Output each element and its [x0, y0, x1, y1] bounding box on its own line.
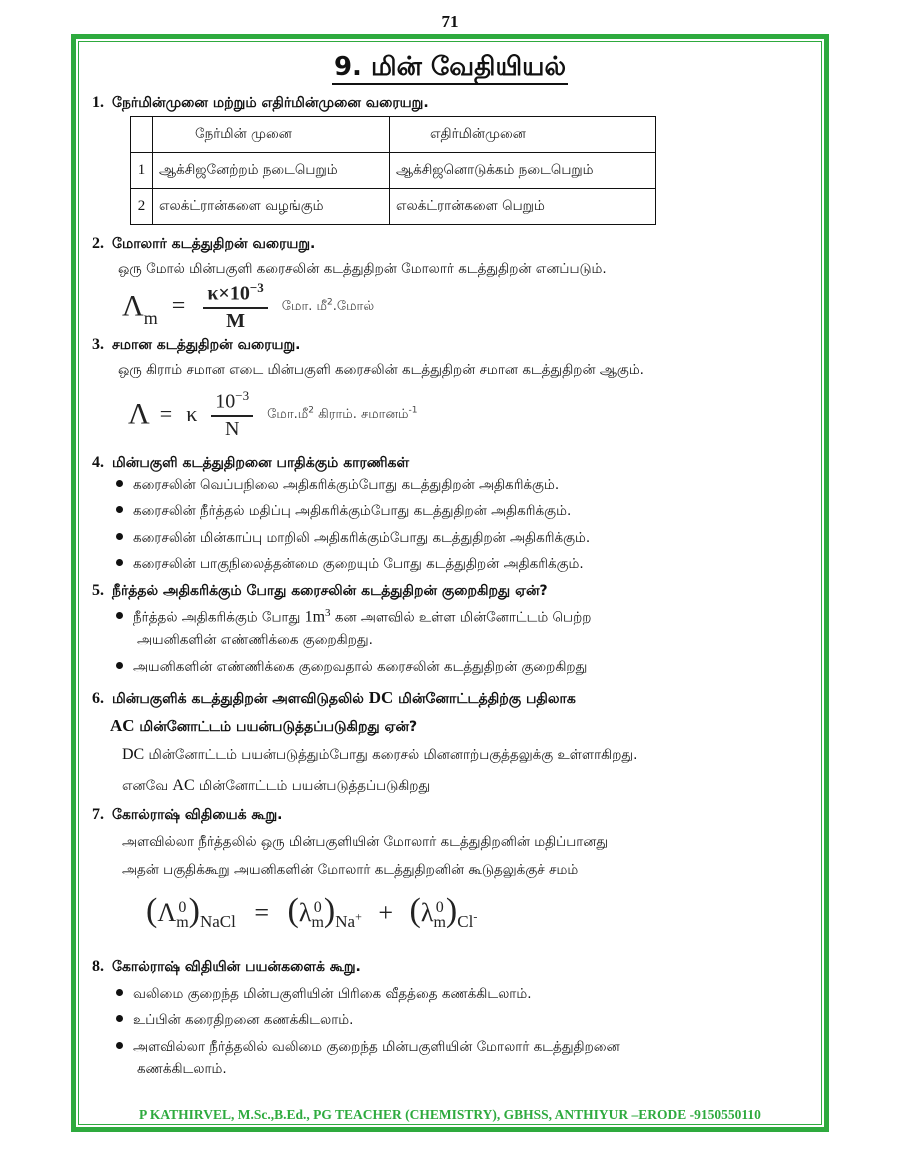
list-item: [116, 503, 571, 521]
answer-text: அளவில்லா நீர்த்தலில் ஒரு மின்பகுளியின் மோலார் கடத்துதிறனின் மதிப்பானது: [122, 834, 609, 850]
list-item: [116, 659, 587, 677]
table-cell: 1: [131, 153, 153, 189]
list-item-text: அளவில்லா நீர்த்தலில் வலிமை குறைந்த மின்பகுளியின் மோலார் கடத்துதிறனை: [133, 1039, 620, 1055]
numerator-text: κ×10: [207, 282, 250, 305]
bullet-icon: [116, 989, 123, 996]
list-item-continuation: கணக்கிடலாம்.: [137, 1061, 227, 1077]
table-row: [131, 153, 656, 189]
question-text: சமான கடத்துதிறன் வரையறு.: [112, 337, 301, 353]
unit-exponent: 2: [308, 405, 314, 416]
list-item-continuation: அயனிகளின் எண்ணிக்கை குறைகிறது.: [137, 632, 373, 648]
chapter-title-text: 9. மின் வேதியியல்: [332, 52, 568, 85]
question-number: 2.: [92, 235, 104, 252]
question-number: 5.: [92, 582, 104, 599]
formula-symbol: Λ: [128, 397, 150, 431]
list-item-text: வலிமை குறைந்த மின்பகுளியின் பிரிகை வீதத்தை கணக்கிடலாம்.: [133, 986, 532, 1002]
unit-text: மோ. மீ: [281, 298, 327, 314]
chapter-title: [0, 52, 900, 85]
bullet-icon: [116, 1042, 123, 1049]
bullet-icon: [116, 559, 123, 566]
list-item: [116, 530, 590, 548]
question-text: மின்பகுளி கடத்துதிறனை பாதிக்கும் காரணிகள்: [112, 455, 410, 471]
bullet-icon: [116, 1015, 123, 1022]
list-item-text: கரைசலின் நீர்த்தல் மதிப்பு அதிகரிக்கும்போது கடத்துதிறன் அதிகரிக்கும்.: [133, 503, 572, 519]
bullet-icon: [116, 612, 123, 619]
answer-text: [122, 777, 430, 796]
formula-unit: [282, 299, 374, 314]
list-item: [116, 986, 532, 1004]
question-7: [92, 806, 282, 825]
table-cell: ஆக்சிஜனொடுக்கம் நடைபெறும்: [390, 153, 656, 189]
question-8: [92, 958, 361, 977]
answer-text: [122, 746, 637, 765]
molar-conductivity-formula: [122, 280, 374, 333]
formula-fraction: [211, 388, 253, 441]
question-6-line-2: [110, 716, 417, 737]
question-text: மின்பகுளிக் கடத்துதிறன் அளவிடுதலில்: [112, 691, 369, 707]
ac-text: AC: [110, 716, 135, 735]
formula-symbol: Λ: [122, 289, 144, 323]
formula-denominator: N: [224, 417, 240, 440]
formula-subscript: m: [311, 914, 324, 932]
numerator-text: 10: [215, 390, 236, 413]
unit-tail-exponent: -1: [408, 405, 418, 416]
answer-line: எனவே: [122, 778, 173, 794]
question-5: [92, 582, 548, 601]
formula-kappa: κ: [186, 401, 198, 427]
list-item-text: கரைசலின் மின்காப்பு மாறிலி அதிகரிக்கும்போது கடத்துதிறன் அதிகரிக்கும்.: [133, 530, 591, 546]
ac-text: AC: [172, 777, 195, 794]
formula-numerator: [203, 280, 267, 309]
formula-charge: +: [355, 909, 362, 924]
formula-superscript: 0: [435, 899, 444, 917]
formula-equals: =: [171, 292, 186, 319]
formula-superscript: 0: [313, 899, 322, 917]
table-row: [131, 189, 656, 225]
equivalent-conductivity-formula: [128, 388, 418, 441]
list-item: [116, 1012, 353, 1030]
unit-text: மோ.மீ: [267, 406, 309, 422]
list-item-text: கரைசலின் வெப்பநிலை அதிகரிக்கும்போது கடத்துதிறன் அதிகரிக்கும்.: [133, 477, 560, 493]
answer-text: ஒரு கிராம் சமான எடை மின்பகுளி கரைசலின் கடத்துதிறன் சமான கடத்துதிறன் ஆகும்.: [118, 362, 644, 378]
formula-equals: =: [159, 401, 173, 427]
list-item: [116, 556, 584, 574]
answer-line: மின்னோட்டம் பயன்படுத்தும்போது கரைசல் மினனாற்பகுத்தலுக்கு உள்ளாகிறது.: [144, 747, 638, 763]
table-cell: [131, 117, 153, 153]
kohlrausch-formula: (Λ 0 m )$_{NaCl} = (\lambda$ 0 m )$_{Na^+} + (\lambda$ 0 m )$_{Cl^-}$: [146, 892, 478, 932]
list-item-text: அயனிகளின் எண்ணிக்கை குறைவதால் கரைசலின் கடத்துதிறன் குறைகிறது: [133, 659, 588, 675]
question-text: நீர்த்தல் அதிகரிக்கும் போது கரைசலின் கடத்துதிறன் குறைகிறது ஏன்?: [112, 583, 548, 599]
list-item-text: கரைசலின் பாகுநிலைத்தன்மை குறையும் போது கடத்துதிறன் அதிகரிக்கும்.: [133, 556, 584, 572]
question-4: [92, 454, 409, 473]
question-number: 1.: [92, 94, 104, 111]
question-6: [92, 688, 576, 709]
answer-line: மின்னோட்டம் பயன்படுத்தப்படுகிறது: [194, 778, 431, 794]
question-number: 8.: [92, 958, 104, 975]
question-text: மின்னோட்டம் பயன்படுத்தப்படுகிறது ஏன்?: [134, 719, 418, 735]
formula-subscript: m: [143, 308, 158, 328]
bullet-icon: [116, 506, 123, 513]
formula-plus: +: [378, 898, 394, 927]
numerator-exponent: −3: [249, 280, 264, 295]
question-text: கோல்ராஷ் விதியின் பயன்களைக் கூறு.: [112, 959, 361, 975]
question-number: 6.: [92, 690, 104, 707]
table-header-anode: நேர்மின் முனை: [153, 117, 390, 153]
dc-text: DC: [122, 746, 145, 763]
question-number: 3.: [92, 336, 104, 353]
question-number: 4.: [92, 454, 104, 471]
formula-species: Cl: [457, 912, 474, 932]
list-item: [116, 607, 591, 628]
formula-species: Na: [335, 912, 356, 932]
table-cell: எலக்ட்ரான்களை வழங்கும்: [153, 189, 390, 225]
table-header-row: [131, 117, 656, 153]
formula-subscript: m: [433, 914, 446, 932]
question-1: [92, 94, 429, 113]
formula-denominator: M: [226, 309, 245, 332]
formula-superscript: 0: [178, 899, 187, 917]
formula-fraction: [203, 280, 267, 333]
formula-charge: -: [473, 909, 478, 924]
footer-credit: P KATHIRVEL, M.Sc.,B.Ed., PG TEACHER (CHEMISTRY), GBHSS, ANTHIYUR –ERODE -9150550110: [139, 1107, 761, 1122]
list-item-text: உப்பின் கரைதிறனை கணக்கிடலாம்.: [133, 1012, 354, 1028]
electrode-table: [130, 116, 656, 225]
formula-symbol: λ: [298, 898, 312, 927]
table-header-cathode: எதிர்மின்முனை: [390, 117, 656, 153]
formula-species: NaCl: [199, 912, 236, 932]
formula-symbol: λ: [420, 898, 434, 927]
numerator-exponent: −3: [235, 388, 250, 403]
answer-text: ஒரு மோல் மின்பகுளி கரைசலின் கடத்துதிறன் மோலார் கடத்துதிறன் எனப்படும்.: [118, 261, 607, 277]
dc-text: DC: [368, 688, 394, 707]
unit-text: 1m: [304, 608, 326, 626]
formula-unit: [267, 407, 417, 422]
table-cell: 2: [131, 189, 153, 225]
formula-symbol: Λ: [157, 898, 177, 927]
question-text: மோலார் கடத்துதிறன் வரையறு.: [112, 236, 316, 252]
table-cell: எலக்ட்ரான்களை பெறும்: [390, 189, 656, 225]
formula-numerator: [211, 388, 253, 417]
table-cell: ஆக்சிஜனேற்றம் நடைபெறும்: [153, 153, 390, 189]
list-item: [116, 477, 559, 495]
answer-text: அதன் பகுதிக்கூறு அயனிகளின் மோலார் கடத்துதிறனின் கூடுதலுக்குச் சமம்: [122, 862, 579, 878]
question-text: கோல்ராஷ் விதியைக் கூறு.: [112, 807, 283, 823]
unit-tail: கிராம். சமானம்: [313, 406, 409, 422]
question-number: 7.: [92, 806, 104, 823]
question-text: நேர்மின்முனை மற்றும் எதிர்மின்முனை வரையறு.: [112, 95, 429, 111]
bullet-icon: [116, 662, 123, 669]
question-3: [92, 336, 301, 355]
formula-equals: =: [254, 898, 270, 927]
page-number: 71: [441, 12, 459, 31]
unit-exponent: 3: [325, 607, 331, 619]
list-item-text: கன அளவில் உள்ள மின்னோட்டம் பெற்ற: [330, 609, 592, 626]
question-text: மின்னோட்டத்திற்கு பதிலாக: [393, 691, 576, 707]
unit-tail: .மோல்: [332, 298, 375, 314]
list-item-text: நீர்த்தல் அதிகரிக்கும் போது: [133, 609, 305, 626]
question-2: [92, 235, 315, 254]
list-item: [116, 1039, 620, 1057]
bullet-icon: [116, 533, 123, 540]
bullet-icon: [116, 480, 123, 487]
unit-exponent: 2: [327, 297, 333, 308]
formula-subscript: m: [176, 914, 189, 932]
